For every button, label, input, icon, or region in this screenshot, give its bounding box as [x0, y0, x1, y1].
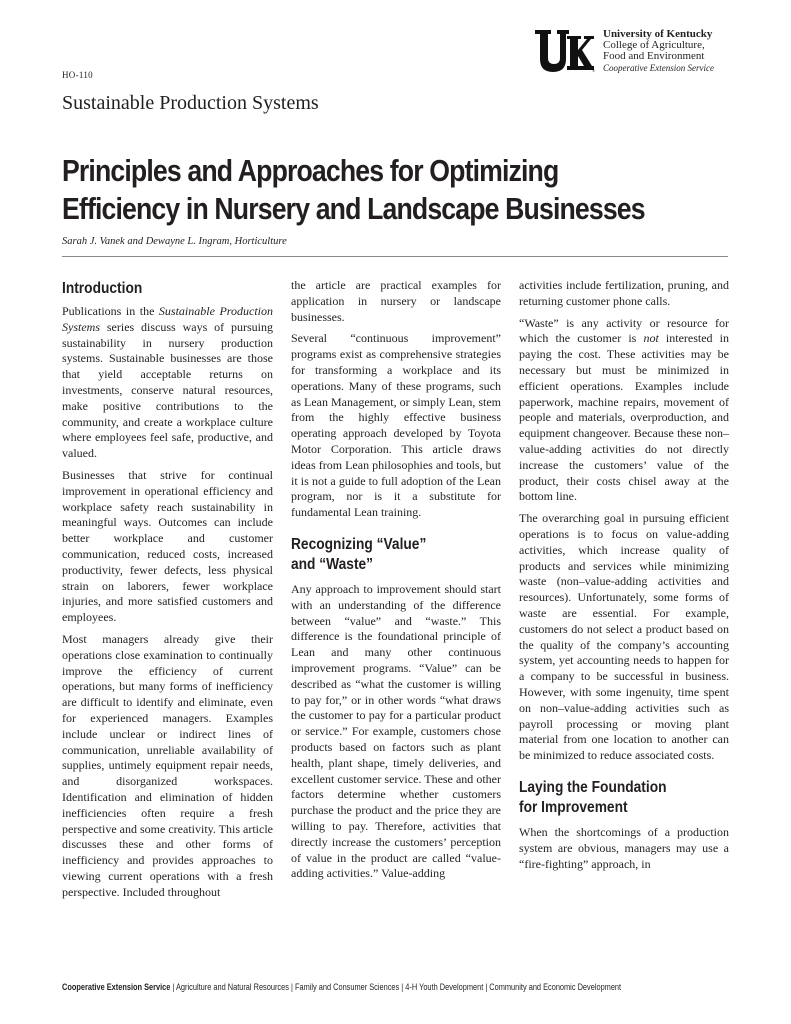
authors: Sarah J. Vanek and Dewayne L. Ingram, Horticulture: [62, 236, 287, 247]
section-heading-foundation: [519, 778, 700, 818]
column-3: [519, 278, 729, 878]
section-heading-introduction: Introduction: [62, 280, 143, 297]
paragraph: The overarching goal in pursuing efficient operations is to focus on value-adding activities, which increase quality of products and services while minimizing waste (non–value-adding activities and resources). Unfortunately, some forms of waste are essential. For example, customers do not select a product based on the quality of the company’s accounting system, yet accounting needs to happen for a company to be successful in business. However, with some ingenuity, time spent on non–value-adding activities such as payroll processing or moving plant material from one location to another can be minimized to reduce associated costs.: [519, 511, 729, 763]
text: “Waste” is any activity or resource for which the customer is: [519, 315, 729, 346]
title-divider: [62, 256, 728, 257]
svg-text:®: ®: [592, 68, 595, 73]
heading-line: Laying the Foundation: [519, 778, 667, 796]
footer-service: Cooperative Extension Service: [62, 982, 171, 993]
publication-code: HO-110: [62, 70, 93, 80]
uk-logo: [533, 28, 595, 74]
paragraph: When the shortcomings of a production system are obvious, managers may use a “fire-fighting” approach, in: [519, 824, 729, 871]
footer-programs: [62, 982, 678, 993]
column-1: [62, 278, 273, 906]
paragraph: activities include fertilization, pruning, and returning customer phone calls.: [519, 278, 729, 308]
paragraph: Businesses that strive for continual improvement in operational efficiency and workplace safety reach sustainability in meaningful ways. Outcomes can include better workplace and customer communication, reduced costs, increased productivity, fewer defects, less physical strain on laborers, fewer workplace injuries, and more satisfied customers and employees.: [62, 467, 273, 625]
college-line2: Food and Environment: [603, 50, 705, 62]
extension-service: Cooperative Extension Service: [603, 63, 714, 73]
heading-line: Recognizing “Value”: [291, 535, 427, 553]
college-line1: College of Agriculture,: [603, 39, 705, 51]
heading-line: and “Waste”: [291, 555, 374, 573]
paragraph: [62, 304, 273, 462]
emphasis: not: [643, 331, 659, 346]
paragraph: Any approach to improvement should start with an understanding of the difference between “value” and “waste.” This difference is the foundational principle of Lean and many other continuous improvement programs. “Value” can be described as “what the customer is willing to pay for,” or in other words “what draws the customer to pay for a particular product or service.” For example, customers chose products based on factors such as plant health, plant shape, timely deliveries, and excellent customer service. These and other factors determine whether customers purchase the product and the price they are willing to pay. Therefore, activities that directly increase the customers’ perception of value in the product are called “value-adding activities.” Value-adding: [291, 581, 501, 881]
paragraph: Most managers already give their operations close examination to continually improve the efficiency of current operations, but many forms of inefficiency are difficult to identify and eliminate, even for experienced managers. Examples include unclear or indirect lines of communication, unreliable availability of supplies, untimely equipment repair needs, and disorganized workspaces. Identification and elimination of hidden inefficiencies often require a fresh perspective and some creativity. This article discusses these and other forms of inefficiency and provides approaches to viewing current operations with a fresh perspective. Included throughout: [62, 631, 273, 899]
university-masthead: [603, 29, 783, 73]
title-line-2: Efficiency in Nursery and Landscape Businesses: [62, 191, 645, 226]
title-line-1: Principles and Approaches for Optimizing: [62, 153, 559, 188]
document-title: [62, 152, 647, 228]
university-name: University of Kentucky: [603, 28, 713, 40]
series-title: Sustainable Production Systems: [62, 92, 319, 114]
series-name-emphasis: Sustainable Production Systems: [62, 304, 273, 334]
paragraph: the article are practical examples for application in nursery or landscape businesses.: [291, 278, 501, 324]
paragraph: Several “continuous improvement” programs exist as comprehensive strategies for transforming a workplace and its operations. Many of these programs, such as Lean Management, or simply Lean, stem from the highly effective business operating approach developed by Toyota Motor Corporation. This article draws ideas from Lean philosophies and tools, but it is not a guide to full adoption of the Lean program, nor is it a substitute for fundamental Lean training.: [291, 331, 501, 520]
text: interested in paying the cost. These activities may be necessary but must be minimized in efficient operations. Examples include paperwork, machine repairs, movement of people and materials, overproduction, and equipment changeover. Because these non–value-adding activities do not directly increase the customers’ value of the product, their costs chisel away at the bottom line.: [519, 331, 729, 504]
column-2: [291, 278, 501, 888]
footer-program-list: | Agriculture and Natural Resources | Family and Consumer Sciences | 4-H Youth Development | Community and Economic Development: [170, 982, 622, 993]
text: Publications in the: [62, 304, 159, 318]
paragraph: [519, 316, 729, 506]
heading-line: for Improvement: [519, 798, 628, 816]
text: series discuss ways of pursuing sustainability in nursery production systems. Sustainable businesses are those that yield acceptable returns on investments, conserve natural resources, make positive contributions to the community, and create a workplace culture where employees feel safe, productive, and valued.: [62, 319, 273, 461]
section-heading-value-waste: [291, 535, 472, 575]
